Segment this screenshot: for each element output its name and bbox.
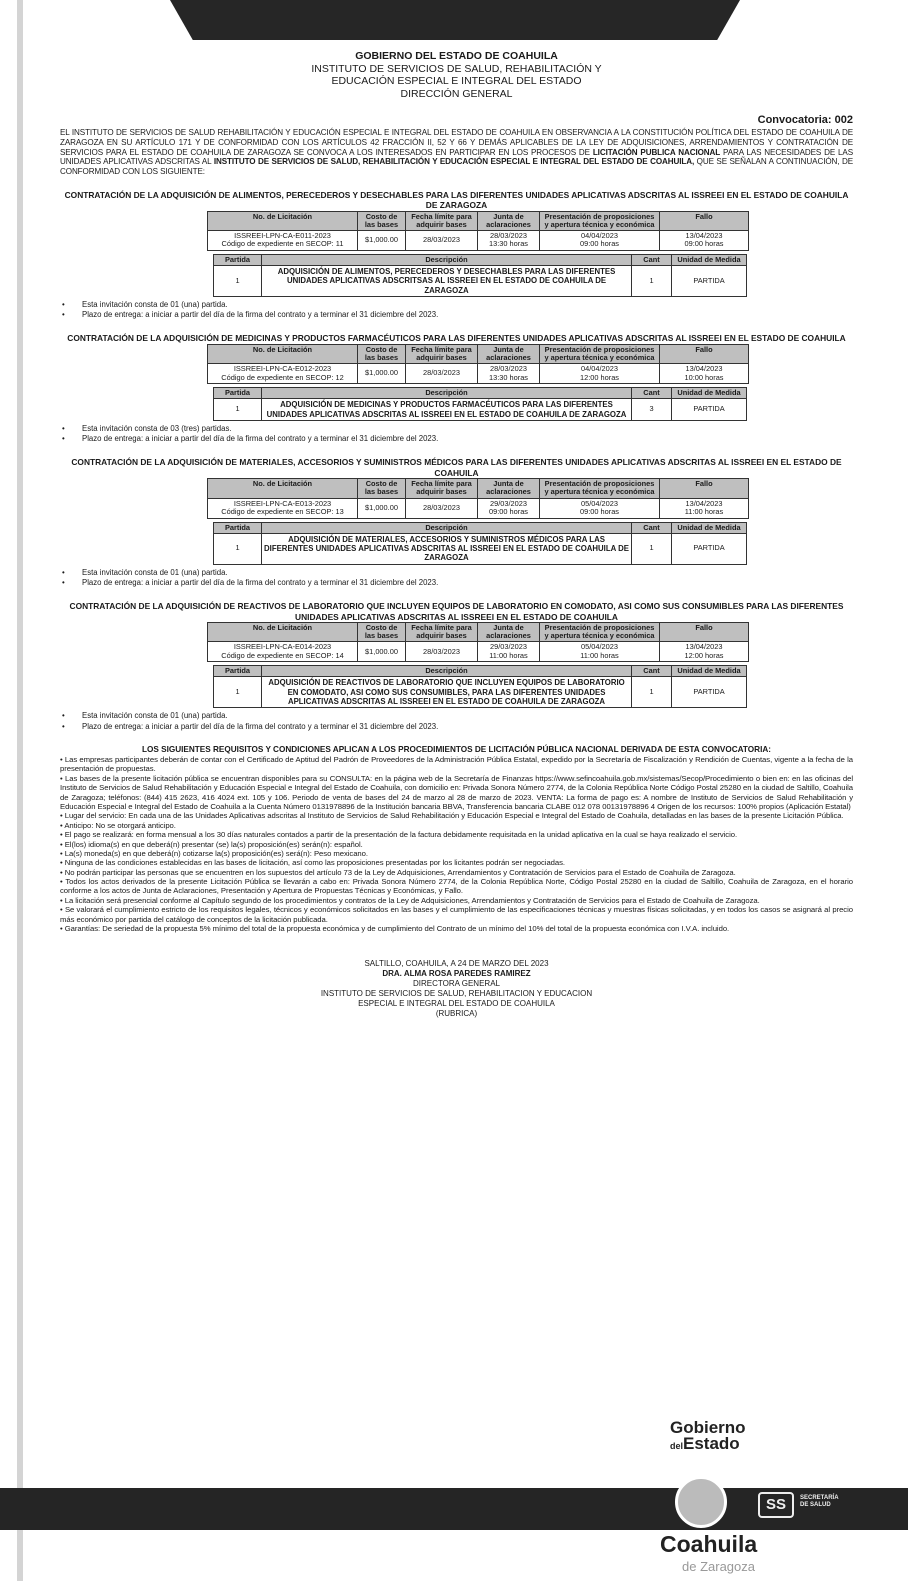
cell-unidad: PARTIDA [672,533,747,564]
col-junta: Junta de aclaraciones [478,479,540,498]
intro-bold-2: INSTITUTO DE SERVICIOS DE SALUD, REHABILITACIÓN Y EDUCACIÓN ESPECIAL E INTEGRAL DEL ESTADO DE COAHUILA, [213,157,695,167]
tender-section [60,190,853,321]
logo-coahuila: Coahuila [660,1531,758,1557]
signature-institute-2: ESPECIAL E INTEGRAL DEL ESTADO DE COAHUILA [358,999,555,1009]
requirements-title: LOS SIGUIENTES REQUISITOS Y CONDICIONES APLICAN A LOS PROCEDIMIENTOS DE LICITACIÓN PÚBLICA NACIONAL DERIVADA DE ESTA CONVOCATORIA: [142,744,771,754]
section-notes [60,424,853,444]
cell-fallo [660,364,749,384]
section-notes [60,300,853,320]
fallo-date: 13/04/2023 [685,230,723,240]
fallo-date: 13/04/2023 [685,642,723,652]
cell-licitacion [208,642,358,662]
section-title: CONTRATACIÓN DE LA ADQUISICIÓN DE REACTIVOS DE LABORATORIO QUE INCLUYEN EQUIPOS DE LABORATORIO EN COMODATO, ASI COMO SUS CONSUMIBLES PARA LAS DIFERENTES UNIDADES APLICATIVAS ADSCRITAS AL ISSREEI EN EL ESTADO DE COAHUILA [69,601,844,622]
section-notes [60,711,853,731]
items-header-row [214,388,747,399]
cell-presentacion [540,642,660,662]
requirement-item: • La(s) moneda(s) en que deberá(n) cotizarse la(s) proposición(es) será(n): Peso mexicano. [60,849,853,858]
tender-items-table [213,254,747,297]
tender-section [60,333,853,444]
fallo-time: 12:00 horas [684,650,724,660]
ss-number: SS [758,1492,794,1518]
licitacion-number: ISSREEI-LPN-CA-E014-2023 [233,642,332,652]
junta-date: 28/03/2023 [490,230,527,240]
cell-cant: 1 [632,266,672,297]
cell-fallo [660,498,749,518]
schedule-header-row [208,344,749,363]
col-presentacion: Presentación de proposiciones y apertura técnica y económica [540,479,660,498]
col-presentacion: Presentación de proposiciones y apertura técnica y económica [540,623,660,642]
fallo-date: 13/04/2023 [685,498,723,508]
requirement-item: • Garantías: De seriedad de la propuesta 5% mínimo del total de la propuesta económica y de cumplimiento del Contrato de un mínimo del 10% del total de la propuesta económica con I.V.A. incluido. [60,924,853,933]
coahuila-logo [640,1420,890,1580]
fallo-time: 09:00 horas [684,239,724,249]
col-cant: Cant [632,254,672,265]
cell-junta [478,642,540,662]
note-plazo: • Plazo de entrega: a iniciar a partir del día de la firma del contrato y a terminar el 31 diciembre del 2023. [60,434,853,444]
note-partidas: • Esta invitación consta de 01 (una) partida. [60,300,853,310]
presentacion-date: 05/04/2023 [581,642,618,652]
cell-fecha: 28/03/2023 [406,364,478,384]
signature-institute-1: INSTITUTO DE SERVICIOS DE SALUD, REHABILITACION Y EDUCACION [320,989,593,999]
col-unidad: Unidad de Medida [672,666,747,677]
col-fallo: Fallo [660,211,749,230]
requirement-item: • No podrán participar las personas que se encuentren en los supuestos del artículo 73 de la Ley de Adquisiciones, Arrendamientos y Contratación de Servicios para el Estado de Coahuila de Zaragoza. [60,868,853,877]
items-data-row [214,399,747,421]
col-presentacion: Presentación de proposiciones y apertura técnica y económica [540,211,660,230]
items-data-row [214,677,747,708]
intro-text-1: EL INSTITUTO DE SERVICIOS DE SALUD REHABILITACIÓN Y EDUCACIÓN ESPECIAL E INTEGRAL DEL ESTADO DE COAHUILA EN OBSERVANCIA A LA CONSTITUCIÓN POLÍTICA DEL ESTADO DE COAHUILA DE ZARAGOZA EN SU ARTÍCULO 171 Y DE CONFORMIDAD CON LOS ARTÍCULOS 42 FRACCIÓN II, 52 Y 66 Y DEMÁS APLICABLES DE LA LEY DE ADQUISICIONES, ARRENDAMIENTOS Y CONTRATACIÓN DE SERVICIOS PARA EL ESTADO DE COAHUILA DE ZARAGOZA SE CONVOCA A LOS INTERESADOS EN PARTICIPAR EN LOS PROCESOS DE [60,128,853,157]
presentacion-time: 09:00 horas [579,507,620,517]
schedule-header-row [208,211,749,230]
cell-unidad: PARTIDA [672,399,747,421]
note-partidas: • Esta invitación consta de 01 (una) partida. [60,568,853,578]
note-plazo: • Plazo de entrega: a iniciar a partir del día de la firma del contrato y a terminar el 31 diciembre del 2023. [60,310,853,320]
secretaria-salud-logo [758,1492,868,1520]
cell-partida: 1 [214,266,262,297]
requirement-item: • La licitación será presencial conforme al Capítulo segundo de los procedimientos y contratos de la Ley de Adquisiciones, Arrendamientos y Contratación de Servicios para el Estado de Coahuila de Zaragoza. [60,896,853,905]
presentacion-date: 04/04/2023 [581,230,618,240]
requirement-item: • El(los) idioma(s) en que deberá(n) presentar (se) la(s) proposición(es) serán(n): español. [60,840,853,849]
cell-costo: $1,000.00 [358,364,406,384]
licitacion-number: ISSREEI-LPN-CA-E012-2023 [233,364,332,374]
header-direction: DIRECCIÓN GENERAL [400,87,513,100]
document-header [60,50,853,100]
items-header-row [214,522,747,533]
cell-licitacion [208,498,358,518]
ss-label [800,1495,839,1508]
state-emblem-icon [675,1476,727,1528]
junta-date: 28/03/2023 [490,364,527,374]
cell-descripcion: ADQUISICIÓN DE MATERIALES, ACCESORIOS Y SUMINISTROS MÉDICOS PARA LAS DIFERENTES UNIDADES APLICATIVAS ADSCRITAS AL ISSREEI EN EL ESTADO DE COAHUILA DE ZARAGOZA [262,533,632,564]
convocatoria-number: Convocatoria: 002 [757,114,853,127]
col-descripcion: Descripción [262,254,632,265]
note-partidas: • Esta invitación consta de 01 (una) partida. [60,711,853,721]
logo-estado: Estado [683,1434,740,1454]
schedule-data-row [208,498,749,518]
col-unidad: Unidad de Medida [672,254,747,265]
expediente-code: Código de expediente en SECOP: 13 [221,507,344,517]
signature-place-date: SALTILLO, COAHUILA, A 24 DE MARZO DEL 2023 [364,959,549,969]
tender-schedule-table [207,211,749,251]
header-institute-2: EDUCACIÓN ESPECIAL E INTEGRAL DEL ESTADO [331,75,582,88]
col-licitacion: No. de Licitación [208,344,358,363]
cell-fallo [660,642,749,662]
top-band [170,0,740,40]
signature-rubrica: (RUBRICA) [435,1009,478,1019]
schedule-data-row [208,642,749,662]
licitacion-number: ISSREEI-LPN-CA-E011-2023 [234,230,331,240]
cell-fecha: 28/03/2023 [406,230,478,250]
note-plazo: • Plazo de entrega: a iniciar a partir del día de la firma del contrato y a terminar el 31 diciembre del 2023. [60,578,853,588]
junta-date: 29/03/2023 [490,642,527,652]
section-title: CONTRATACIÓN DE LA ADQUISICIÓN DE ALIMENTOS, PERECEDEROS Y DESECHABLES PARA LAS DIFERENTES UNIDADES APLICATIVAS ADSCRITAS AL ISSREEI EN EL ESTADO DE COAHUILA DE ZARAGOZA [64,189,849,211]
col-costo: Costo de las bases [358,479,406,498]
cell-presentacion [540,498,660,518]
expediente-code: Código de expediente en SECOP: 11 [221,239,344,249]
col-licitacion: No. de Licitación [208,479,358,498]
presentacion-time: 09:00 horas [579,239,620,249]
schedule-header-row [208,479,749,498]
tender-items-table [213,665,747,708]
items-header-row [214,254,747,265]
expediente-code: Código de expediente en SECOP: 12 [221,372,344,382]
cell-descripcion: ADQUISICIÓN DE REACTIVOS DE LABORATORIO QUE INCLUYEN EQUIPOS DE LABORATORIO EN COMODATO, ASI COMO SUS CONSUMIBLES, PARA LAS DIFERENTES UNIDADES APLICATIVAS ADSCRITAS AL ISSREEI EN EL ESTADO DE COAHUILA DE ZARAGOZA [262,677,632,708]
col-unidad: Unidad de Medida [672,522,747,533]
ss-label-1: SECRETARÍA [800,1495,839,1501]
col-cant: Cant [632,666,672,677]
cell-junta [478,364,540,384]
col-fallo: Fallo [660,623,749,642]
schedule-data-row [208,230,749,250]
col-fecha: Fecha límite para adquirir bases [406,211,478,230]
note-partidas: • Esta invitación consta de 03 (tres) partidas. [60,424,853,434]
requirement-item: • Ninguna de las condiciones establecidas en las bases de licitación, así como las proposiciones presentadas por los licitantes podrán ser negociadas. [60,858,853,867]
junta-date: 29/03/2023 [490,498,527,508]
tender-schedule-table [207,344,749,384]
cell-descripcion: ADQUISICIÓN DE ALIMENTOS, PERECEDEROS Y DESECHABLES PARA LAS DIFERENTES UNIDADES APLICATIVAS ADSCRITSAS AL ISSREEI EN EL ESTADO DE COAHUILA DE ZARAGOZA [262,266,632,297]
cell-partida: 1 [214,399,262,421]
tender-schedule-table [207,622,749,662]
requirement-item: • Las bases de la presente licitación pública se encuentran disponibles para su CONSULTA: en la página web de la Secretaría de Finanzas https://www.sefincoahuila.gob.mx/sistemas/Secop/Procedimiento o bien en: en las oficinas del Instituto de Servicios de Salud Rehabilitación y Educación Especial e Integral del Estado de Coahuila, con domicilio en: Privada Sonora Número 2774, de la Colonia República Norte Código Postal 25280 en la ciudad de Saltillo, Coahuila de Zaragoza; teléfonos: (844) 415 2623, 416 4024 ext. 105 y 106. Periodo de venta de bases del 24 de marzo al 28 de marzo de 2023. VENTA: La forma de pago es: A nombre de Instituto de Servicios de Salud Rehabilitación y Educación Especial e Integral del Estado de Coahuila a la Cuenta Número 0131978896 de la Institución bancaria BBVA, Transferencia bancaria CLABE 012 078 00131978896 4 Origen de los recursos: 100% propios (Aplicación Estatal) [60,774,853,812]
cell-costo: $1,000.00 [358,642,406,662]
cell-costo: $1,000.00 [358,498,406,518]
intro-paragraph [60,128,853,177]
cell-descripcion: ADQUISICIÓN DE MEDICINAS Y PRODUCTOS FARMACÉUTICOS PARA LAS DIFERENTES UNIDADES APLICATIVAS ADSCRITAS AL ISSREEI EN EL ESTADO DE COAHUILA DE ZARAGOZA [262,399,632,421]
col-fecha: Fecha límite para adquirir bases [406,344,478,363]
col-junta: Junta de aclaraciones [478,344,540,363]
col-cant: Cant [632,522,672,533]
logo-zaragoza: de Zaragoza [682,1559,755,1574]
signature-role: DIRECTORA GENERAL [413,979,500,989]
col-descripcion: Descripción [262,666,632,677]
header-institute-1: INSTITUTO DE SERVICIOS DE SALUD, REHABILITACIÓN Y [311,62,602,75]
presentacion-date: 05/04/2023 [581,498,618,508]
cell-junta [478,498,540,518]
col-junta: Junta de aclaraciones [478,211,540,230]
requirement-item: • Anticipo: No se otorgará anticipo. [60,821,853,830]
cell-costo: $1,000.00 [358,230,406,250]
header-government: GOBIERNO DEL ESTADO DE COAHUILA [355,50,558,62]
logo-gobierno-del-estado [670,1420,746,1452]
presentacion-date: 04/04/2023 [581,364,618,374]
fallo-time: 11:00 horas [684,507,724,517]
junta-time: 13:30 horas [488,239,529,249]
items-data-row [214,266,747,297]
col-partida: Partida [214,388,262,399]
requirement-item: • Se valorará el cumplimiento estricto de los requisitos legales, técnicos y económicos solicitados en las bases y el cumplimiento de las especificaciones técnicas y muestras físicas solicitadas, y en todos los casos se asignará al precio más económico por partida del catálogo de conceptos de la licitación publicada. [60,905,853,924]
section-title: CONTRATACIÓN DE LA ADQUISICIÓN DE MATERIALES, ACCESORIOS Y SUMINISTROS MÉDICOS PARA LAS DIFERENTES UNIDADES APLICATIVAS ADSCRITAS AL ISSREEI EN EL ESTADO DE COAHUILA [71,457,842,478]
signature-name: DRA. ALMA ROSA PAREDES RAMIREZ [382,969,531,979]
fallo-date: 13/04/2023 [685,364,723,374]
junta-time: 11:00 horas [489,650,528,660]
ss-label-2: DE SALUD [800,1501,831,1508]
tender-section [60,457,853,588]
col-costo: Costo de las bases [358,344,406,363]
cell-presentacion [540,230,660,250]
cell-fecha: 28/03/2023 [406,498,478,518]
col-cant: Cant [632,388,672,399]
cell-partida: 1 [214,677,262,708]
cell-licitacion [208,364,358,384]
tender-section [60,601,853,732]
col-licitacion: No. de Licitación [208,623,358,642]
presentacion-time: 11:00 horas [580,650,619,660]
col-descripcion: Descripción [262,522,632,533]
col-fallo: Fallo [660,344,749,363]
requirements-list [60,755,853,933]
col-fallo: Fallo [660,479,749,498]
col-partida: Partida [214,666,262,677]
tender-schedule-table [207,478,749,518]
requirement-item: • El pago se realizará: en forma mensual a los 30 días naturales contados a partir de la presentación de la factura debidamente requisitada en la unidad aplicativa en la cual se haya realizado el servicio. [60,830,853,839]
col-fecha: Fecha límite para adquirir bases [406,479,478,498]
col-junta: Junta de aclaraciones [478,623,540,642]
cell-cant: 3 [632,399,672,421]
tender-items-table [213,387,747,421]
requirement-item: • Las empresas participantes deberán de contar con el Certificado de Aptitud del Padrón de Proveedores de la Administración Pública Estatal, expedido por la Secretaría de Fiscalización y Rendición de Cuentas, vigente a la fecha de la presentación de propuestas. [60,755,853,774]
intro-text-3: QUE SE SEÑALAN A CONTINUACIÓN, DE CONFORMIDAD CON LOS SIGUIENTE: [60,157,853,176]
fallo-time: 10:00 horas [684,372,724,382]
intro-text-2: PARA LAS NECESIDADES DE LAS UNIDADES APLICATIVAS ADSCRITAS AL [60,147,853,167]
logo-del: del [670,1441,684,1452]
schedule-data-row [208,364,749,384]
cell-junta [478,230,540,250]
col-costo: Costo de las bases [358,623,406,642]
junta-time: 09:00 horas [488,507,529,517]
presentacion-time: 12:00 horas [579,372,620,382]
cell-cant: 1 [632,533,672,564]
schedule-header-row [208,623,749,642]
cell-unidad: PARTIDA [672,677,747,708]
cell-licitacion [208,230,358,250]
col-partida: Partida [214,254,262,265]
junta-time: 13:30 horas [488,372,529,382]
licitacion-number: ISSREEI-LPN-CA-E013-2023 [233,498,332,508]
col-partida: Partida [214,522,262,533]
tender-sections [60,190,853,732]
cell-fecha: 28/03/2023 [406,642,478,662]
items-header-row [214,666,747,677]
cell-unidad: PARTIDA [672,266,747,297]
col-licitacion: No. de Licitación [208,211,358,230]
section-notes [60,568,853,588]
requirement-item: • Lugar del servicio: En cada una de las Unidades Aplicativas adscritas al Instituto de Servicios de Salud Rehabilitación y Educación Especial e Integral del Estado de Coahuila, detalladas en las bases de la presente Licitación Pública. [60,811,853,820]
left-margin-rule [17,0,23,1581]
signature-block [60,959,853,1019]
cell-partida: 1 [214,533,262,564]
expediente-code: Código de expediente en SECOP: 14 [221,650,344,660]
intro-bold-1: LICITACIÓN PUBLICA NACIONAL [592,147,721,157]
col-descripcion: Descripción [262,388,632,399]
col-costo: Costo de las bases [358,211,406,230]
items-data-row [214,533,747,564]
logo-gobierno: Gobierno [670,1418,746,1437]
note-plazo: • Plazo de entrega: a iniciar a partir del día de la firma del contrato y a terminar el 31 diciembre del 2023. [60,722,853,732]
cell-cant: 1 [632,677,672,708]
cell-presentacion [540,364,660,384]
requirement-item: • Todos los actos derivados de la presente Licitación Pública se llevarán a cabo en: Privada Sonora Número 2774, de la Colonia República Norte, Código Postal 25280 en la ciudad de Saltillo, Coahuila de Zaragoza, en el horario conforme a los actos de Junta de Aclaraciones, Presentación y Apertura de Propuestas Técnicas y Económicas, y Fallo. [60,877,853,896]
col-fecha: Fecha límite para adquirir bases [406,623,478,642]
col-presentacion: Presentación de proposiciones y apertura técnica y económica [540,344,660,363]
document-page [60,50,853,1019]
tender-items-table [213,522,747,565]
col-unidad: Unidad de Medida [672,388,747,399]
section-title: CONTRATACIÓN DE LA ADQUISICIÓN DE MEDICINAS Y PRODUCTOS FARMACÉUTICOS PARA LAS DIFERENTES UNIDADES APLICATIVAS ADSCRITAS AL ISSREEI EN EL ESTADO DE COAHUILA [67,333,846,344]
cell-fallo [660,230,749,250]
